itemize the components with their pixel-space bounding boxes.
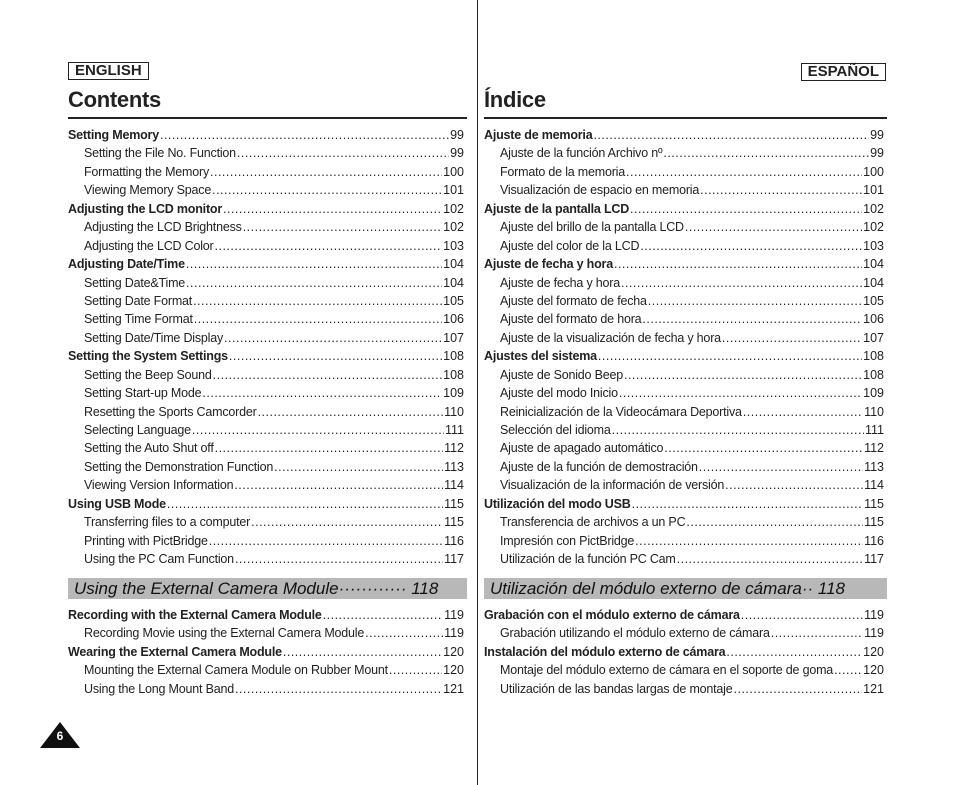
column-divider <box>477 0 478 785</box>
toc-entry-page: 113 <box>864 459 884 474</box>
toc-entry <box>68 329 464 347</box>
toc-entry <box>68 292 464 310</box>
toc-entry <box>484 200 884 218</box>
toc-entry-title: Ajuste de fecha y hora <box>484 257 613 272</box>
toc-entry-title: Setting the Auto Shut off <box>84 441 214 456</box>
toc-entry-page: 117 <box>864 552 884 567</box>
dot-leader <box>642 310 862 328</box>
toc-entry <box>484 384 884 402</box>
toc-entry <box>68 126 464 144</box>
dot-leader <box>700 181 862 199</box>
toc-entry-title: Using USB Mode <box>68 496 166 511</box>
toc-entry-page: 102 <box>443 220 464 235</box>
toc-entry <box>484 661 884 679</box>
toc-entry-title: Ajustes del sistema <box>484 349 597 364</box>
toc-entry-title: Ajuste de la visualización de fecha y hora <box>500 330 721 345</box>
dot-leader <box>626 163 862 181</box>
toc-entry-page: 103 <box>443 238 464 253</box>
dot-leader <box>389 661 442 679</box>
toc-entry-page: 119 <box>444 626 464 641</box>
toc-entry <box>68 476 464 494</box>
dot-leader <box>614 255 862 273</box>
dot-leader <box>834 661 862 679</box>
toc-entry-title: Utilización del modo USB <box>484 496 631 511</box>
toc-entry-title: Transferring files to a computer <box>84 515 251 530</box>
dot-leader <box>593 126 869 144</box>
toc-entry <box>484 144 884 162</box>
toc-entry <box>68 680 464 698</box>
toc-entry-title: Visualización de espacio en memoria <box>500 183 700 198</box>
toc-entry-page: 114 <box>444 478 464 493</box>
title-rule <box>484 117 887 119</box>
toc-entry-page: 100 <box>443 164 464 179</box>
toc-entry-page: 99 <box>450 146 464 161</box>
toc-entry-page: 119 <box>864 608 884 622</box>
page-title: Contents <box>68 87 161 112</box>
dot-leader <box>186 274 442 292</box>
toc-entry-page: 115 <box>444 496 464 511</box>
toc-entry-title: Formatting the Memory <box>84 164 210 179</box>
toc-entry-page: 99 <box>450 128 464 142</box>
toc-entry-page: 120 <box>863 644 884 659</box>
toc-entry-page: 109 <box>443 386 464 401</box>
toc-entry-page: 107 <box>863 330 884 345</box>
toc-entry-title: Setting Memory <box>68 128 159 142</box>
dot-leader <box>235 550 443 568</box>
toc-entry-title: Ajuste del formato de hora <box>500 312 642 327</box>
dot-leader <box>234 476 443 494</box>
toc-entry-page: 115 <box>864 515 884 530</box>
toc-entry-page: 104 <box>863 275 884 290</box>
toc-entry-page: 99 <box>870 128 884 142</box>
toc-entry-title: Utilización de las bandas largas de montaje <box>500 681 733 696</box>
toc-entry <box>68 421 464 439</box>
toc-entry-title: Mounting the External Camera Module on Rubber Mount <box>84 663 388 678</box>
toc-entry-title: Recording with the External Camera Module <box>68 608 322 622</box>
dot-leader <box>229 347 442 365</box>
toc-entry <box>484 458 884 476</box>
toc-entry-page: 106 <box>443 312 464 327</box>
dot-leader <box>235 680 442 698</box>
dot-leader <box>209 532 443 550</box>
toc-entry-page: 119 <box>444 608 464 622</box>
toc-entry <box>68 495 464 513</box>
toc-entry-page: 101 <box>443 183 464 198</box>
toc-entry <box>68 661 464 679</box>
toc-entry-page: 121 <box>863 681 884 696</box>
toc-entry-title: Instalación del módulo externo de cámara <box>484 644 726 659</box>
toc-entry <box>484 237 884 255</box>
dot-leader <box>619 384 862 402</box>
page-title: Índice <box>484 87 546 112</box>
toc-entry-page: 108 <box>443 349 464 364</box>
toc-entry-page: 112 <box>864 441 884 456</box>
toc-entry <box>484 606 884 624</box>
toc-entry-title: Setting Time Format <box>84 312 193 327</box>
toc-entry-title: Formato de la memoria <box>500 164 626 179</box>
toc-entry-page: 110 <box>444 404 464 419</box>
dot-leader <box>237 144 449 162</box>
toc-entry-page: 104 <box>443 275 464 290</box>
toc-entry-page: 113 <box>444 459 464 474</box>
toc-entry-page: 114 <box>864 478 884 493</box>
toc-entry <box>68 384 464 402</box>
toc-entry-title: Ajuste del formato de fecha <box>500 293 647 308</box>
toc-entry <box>68 163 464 181</box>
toc-entry <box>484 126 884 144</box>
toc-entry-page: 110 <box>864 404 884 419</box>
toc-entry-page: 107 <box>443 330 464 345</box>
toc-entry <box>484 218 884 236</box>
toc-entry <box>68 200 464 218</box>
toc-entry-title: Recording Movie using the External Camera Module <box>84 626 365 641</box>
dot-leader <box>224 329 442 347</box>
toc-entry-title: Ajuste de la función Archivo nº <box>500 146 663 161</box>
toc-entry <box>68 439 464 457</box>
toc-entry <box>68 255 464 273</box>
toc-entry-page: 102 <box>863 201 884 216</box>
dot-leader <box>212 181 442 199</box>
toc-entry-page: 109 <box>863 386 884 401</box>
toc-entry <box>484 495 884 513</box>
dot-leader <box>323 606 443 624</box>
toc-entry-title: Selecting Language <box>84 423 191 437</box>
toc-entry <box>68 181 464 199</box>
toc-entry <box>68 237 464 255</box>
toc-entry <box>68 624 464 642</box>
toc-entry <box>484 624 884 642</box>
toc-entry <box>484 274 884 292</box>
toc-entry-title: Setting the File No. Function <box>84 146 236 161</box>
dot-leader <box>771 624 863 642</box>
dot-leader <box>621 274 862 292</box>
toc-entry-title: Ajuste de la función de demostración <box>500 459 698 474</box>
toc-entry <box>484 255 884 273</box>
dot-leader <box>635 532 863 550</box>
toc-entry <box>68 366 464 384</box>
toc-entry-title: Ajuste de memoria <box>484 128 593 142</box>
toc-entry-page: 115 <box>864 496 884 511</box>
toc-entry-page: 99 <box>870 146 884 161</box>
toc-entry <box>68 606 464 624</box>
toc-entry-title: Printing with PictBridge <box>84 533 208 548</box>
dot-leader <box>274 458 443 476</box>
toc-entry-title: Setting the Beep Sound <box>84 367 212 382</box>
toc-entry-page: 111 <box>444 423 464 437</box>
toc-section-1 <box>68 126 464 569</box>
toc-entry <box>484 403 884 421</box>
dot-leader <box>213 366 442 384</box>
section-band: Utilización del módulo externo de cámara·· 118 <box>484 578 887 599</box>
dot-leader <box>630 200 862 218</box>
toc-entry <box>484 329 884 347</box>
section-band: Using the External Camera Module············ 118 <box>68 578 467 599</box>
page-number: 6 <box>56 729 64 743</box>
toc-entry-title: Impresión con PictBridge <box>500 533 635 548</box>
toc-entry-title: Adjusting Date/Time <box>68 257 185 272</box>
dot-leader <box>612 421 864 439</box>
toc-entry <box>68 218 464 236</box>
toc-entry-title: Resetting the Sports Camcorder <box>84 404 257 419</box>
dot-leader <box>160 126 449 144</box>
toc-entry-page: 108 <box>863 367 884 382</box>
toc-entry-page: 108 <box>443 367 464 382</box>
toc-entry <box>68 274 464 292</box>
toc-entry-title: Reinicialización de la Videocámara Deportiva <box>500 404 742 419</box>
toc-entry <box>484 680 884 698</box>
toc-entry-title: Ajuste del color de la LCD <box>500 238 640 253</box>
toc-entry-title: Visualización de la información de versión <box>500 478 725 493</box>
toc-entry-title: Ajuste de la pantalla LCD <box>484 201 630 216</box>
dot-leader <box>167 495 443 513</box>
toc-entry <box>484 550 884 568</box>
toc-entry-page: 116 <box>444 533 464 548</box>
toc-entry-page: 101 <box>863 183 884 198</box>
toc-entry-page: 120 <box>443 644 464 659</box>
toc-entry-title: Ajuste de fecha y hora <box>500 275 620 290</box>
dot-leader <box>664 439 863 457</box>
toc-entry-title: Setting Start-up Mode <box>84 386 202 401</box>
dot-leader <box>632 495 863 513</box>
toc-entry-title: Ajuste del brillo de la pantalla LCD <box>500 220 684 235</box>
toc-entry-title: Selección del idioma <box>500 423 611 437</box>
dot-leader <box>210 163 442 181</box>
toc-entry-title: Ajuste de apagado automático <box>500 441 664 456</box>
toc-entry-page: 115 <box>444 515 464 530</box>
toc-entry-page: 112 <box>444 441 464 456</box>
toc-section-1 <box>484 126 884 569</box>
toc-entry-page: 117 <box>444 552 464 567</box>
dot-leader <box>283 643 442 661</box>
dot-leader <box>722 329 862 347</box>
toc-entry-title: Using the PC Cam Function <box>84 552 234 567</box>
toc-entry-page: 104 <box>443 257 464 272</box>
toc-entry-page: 111 <box>864 423 884 437</box>
dot-leader <box>223 200 442 218</box>
toc-entry <box>68 643 464 661</box>
toc-entry <box>484 476 884 494</box>
toc-entry <box>68 458 464 476</box>
toc-entry <box>484 292 884 310</box>
toc-entry-page: 108 <box>863 349 884 364</box>
toc-entry <box>484 532 884 550</box>
toc-entry-page: 120 <box>863 663 884 678</box>
toc-entry-title: Ajuste de Sonido Beep <box>500 367 623 382</box>
dot-leader <box>741 606 863 624</box>
toc-entry <box>484 163 884 181</box>
dot-leader <box>686 513 863 531</box>
dot-leader <box>725 476 863 494</box>
toc-entry-title: Adjusting the LCD Brightness <box>84 220 242 235</box>
toc-entry <box>68 403 464 421</box>
toc-entry <box>68 347 464 365</box>
dot-leader <box>192 421 444 439</box>
dot-leader <box>743 403 863 421</box>
toc-entry-title: Setting the System Settings <box>68 349 228 364</box>
dot-leader <box>202 384 442 402</box>
toc-entry <box>484 181 884 199</box>
toc-entry-title: Montaje del módulo externo de cámara en el soporte de goma <box>500 663 834 678</box>
dot-leader <box>699 458 863 476</box>
dot-leader <box>365 624 443 642</box>
toc-entry-title: Setting Date/Time Display <box>84 330 224 345</box>
toc-entry <box>68 144 464 162</box>
toc-entry-title: Setting the Demonstration Function <box>84 459 274 474</box>
toc-entry-page: 105 <box>863 293 884 308</box>
toc-entry-title: Setting Date&Time <box>84 275 186 290</box>
dot-leader <box>677 550 863 568</box>
toc-entry-page: 106 <box>863 312 884 327</box>
toc-entry-title: Transferencia de archivos a un PC <box>500 515 686 530</box>
toc-entry-title: Utilización de la función PC Cam <box>500 552 676 567</box>
dot-leader <box>243 218 442 236</box>
toc-entry <box>484 366 884 384</box>
dot-leader <box>663 144 869 162</box>
toc-entry-page: 104 <box>863 257 884 272</box>
toc-entry <box>68 532 464 550</box>
title-rule <box>68 117 467 119</box>
toc-entry-page: 102 <box>443 201 464 216</box>
toc-entry <box>484 421 884 439</box>
dot-leader <box>193 292 442 310</box>
toc-entry-page: 102 <box>863 220 884 235</box>
toc-entry-title: Viewing Version Information <box>84 478 234 493</box>
toc-entry <box>484 310 884 328</box>
dot-leader <box>726 643 862 661</box>
toc-entry-title: Grabación con el módulo externo de cámara <box>484 608 740 622</box>
dot-leader <box>685 218 862 236</box>
toc-entry <box>68 513 464 531</box>
dot-leader <box>640 237 862 255</box>
dot-leader <box>251 513 443 531</box>
toc-entry <box>484 643 884 661</box>
dot-leader <box>194 310 442 328</box>
toc-entry <box>68 550 464 568</box>
toc-entry-page: 105 <box>443 293 464 308</box>
toc-entry-title: Ajuste del modo Inicio <box>500 386 618 401</box>
toc-section-2 <box>68 606 464 698</box>
toc-entry-title: Viewing Memory Space <box>84 183 212 198</box>
toc-entry-title: Adjusting the LCD Color <box>84 238 214 253</box>
toc-entry <box>484 513 884 531</box>
toc-entry <box>484 439 884 457</box>
dot-leader <box>215 439 443 457</box>
toc-entry-title: Grabación utilizando el módulo externo de cámara <box>500 626 770 641</box>
toc-entry-page: 100 <box>863 164 884 179</box>
toc-entry-page: 103 <box>863 238 884 253</box>
toc-entry <box>484 347 884 365</box>
toc-entry-page: 119 <box>864 626 884 641</box>
dot-leader <box>734 680 863 698</box>
toc-entry-title: Wearing the External Camera Module <box>68 644 282 659</box>
toc-entry-page: 120 <box>443 663 464 678</box>
toc-section-2 <box>484 606 884 698</box>
dot-leader <box>598 347 862 365</box>
toc-entry-page: 116 <box>864 533 884 548</box>
dot-leader <box>186 255 442 273</box>
toc-entry-page: 121 <box>443 681 464 696</box>
dot-leader <box>215 237 443 255</box>
dot-leader <box>648 292 862 310</box>
language-label: ENGLISH <box>68 62 149 80</box>
toc-entry-title: Using the Long Mount Band <box>84 681 234 696</box>
dot-leader <box>258 403 444 421</box>
dot-leader <box>624 366 862 384</box>
language-label: ESPAÑOL <box>801 63 886 81</box>
toc-entry-title: Adjusting the LCD monitor <box>68 201 223 216</box>
toc-entry-title: Setting Date Format <box>84 293 193 308</box>
toc-entry <box>68 310 464 328</box>
